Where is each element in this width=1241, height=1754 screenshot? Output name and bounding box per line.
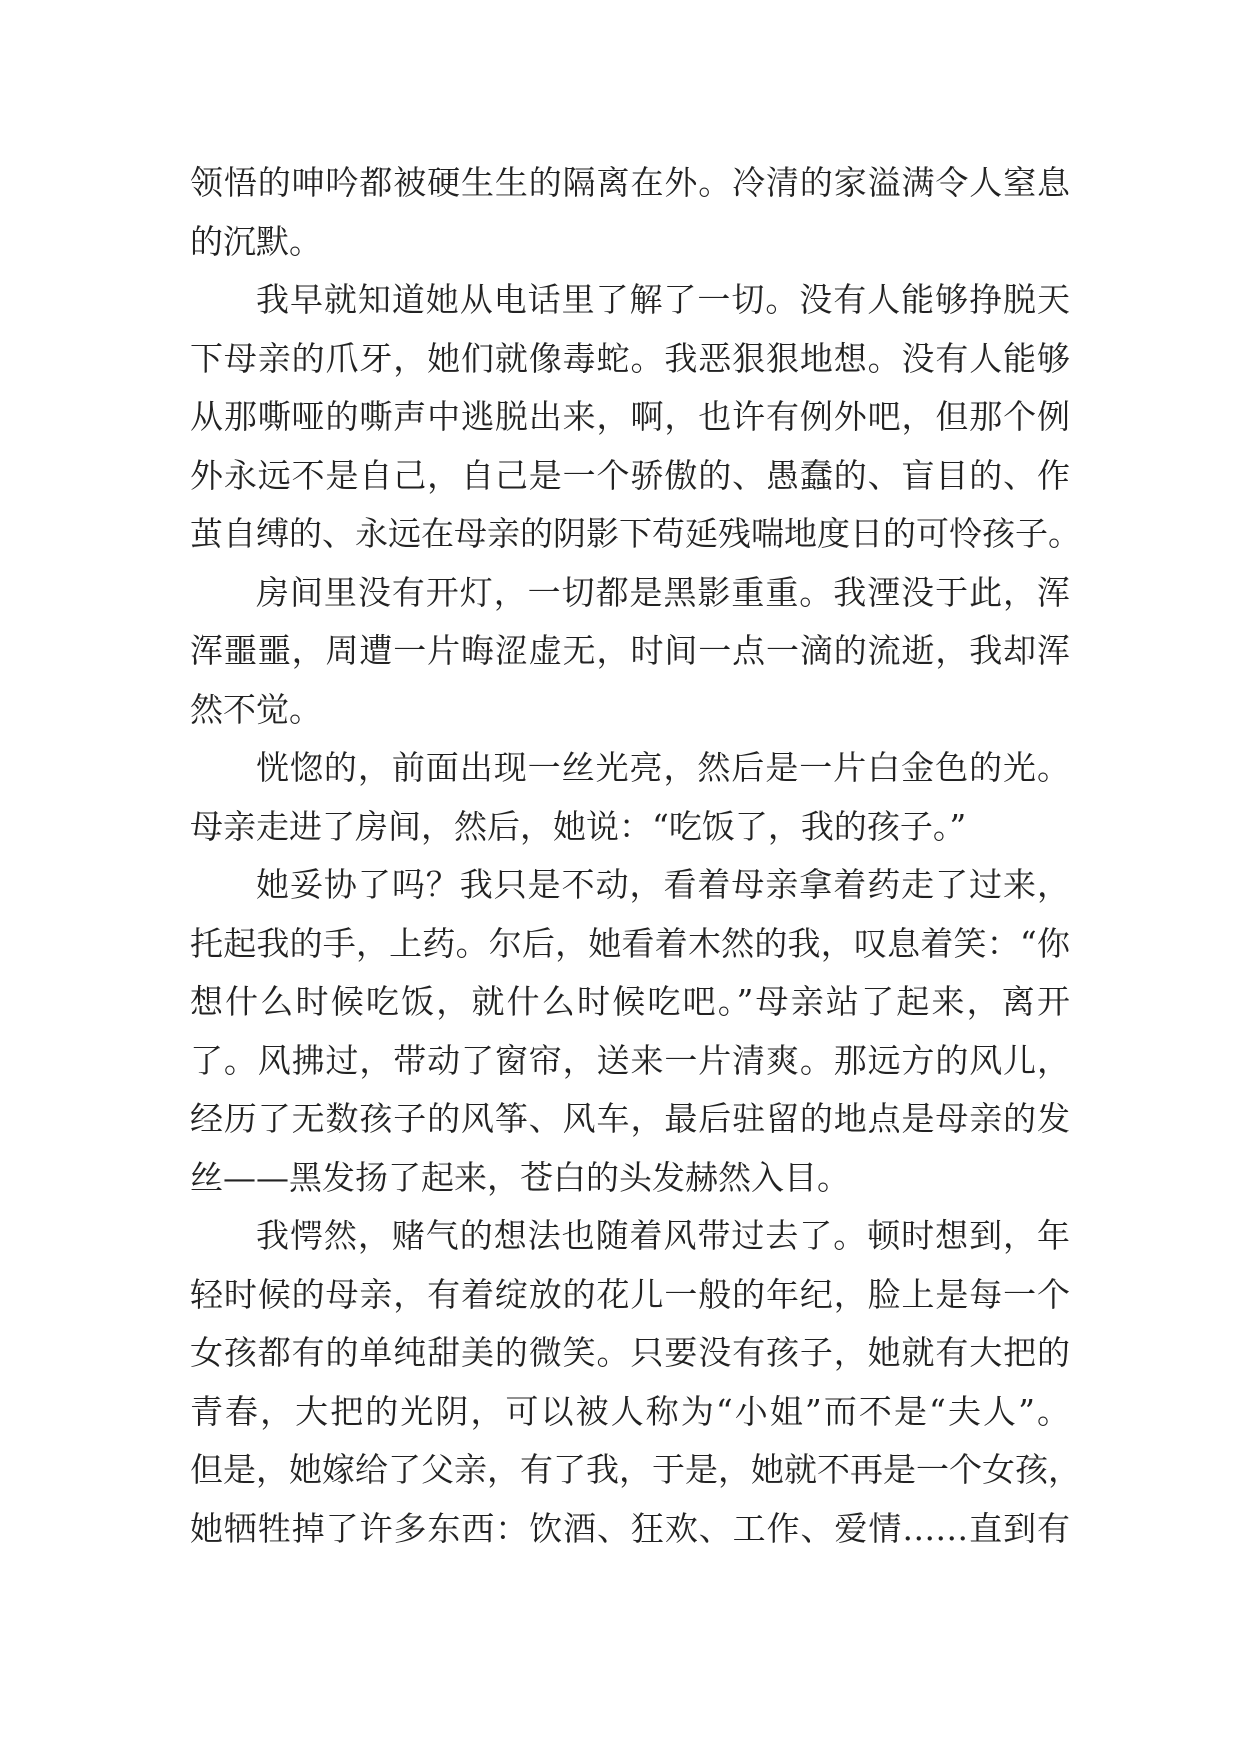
text-line: 的沉默。 (190, 221, 322, 261)
text-line: 房间里没有开灯，一切都是黑影重重。我湮没于此，浑 (256, 572, 1070, 612)
text-line: 从那嘶哑的嘶声中逃脱出来，啊，也许有例外吧，但那个例 (190, 397, 1070, 436)
paragraph (190, 1207, 1081, 1558)
text-line: 恍惚的，前面出现一丝光亮，然后是一片白金色的光。 (256, 748, 1070, 787)
text-line: 下母亲的爪牙，她们就像毒蛇。我恶狠狠地想。没有人能够 (190, 338, 1070, 378)
text-line: 托起我的手，上药。尔后，她看着木然的我，叹息着笑：“你 (190, 923, 1070, 963)
text-line: 她牺牲掉了许多东西：饮酒、狂欢、工作、爱情……直到有 (190, 1508, 1070, 1548)
text-line: 轻时候的母亲，有着绽放的花儿一般的年纪，脸上是每一个 (190, 1274, 1070, 1314)
text-line: 外永远不是自己，自己是一个骄傲的、愚蠢的、盲目的、作 (190, 455, 1070, 495)
text-line: 经历了无数孩子的风筝、风车，最后驻留的地点是母亲的发 (190, 1099, 1070, 1138)
text-line: 我早就知道她从电话里了解了一切。没有人能够挣脱天 (256, 280, 1070, 319)
text-line: 青春，大把的光阴，可以被人称为“小姐”而不是“夫人”。 (190, 1391, 1070, 1431)
document-body (190, 154, 1081, 1558)
text-line: 她妥协了吗？我只是不动，看着母亲拿着药走了过来， (256, 865, 1070, 904)
paragraph (190, 564, 1070, 740)
text-line: 女孩都有的单纯甜美的微笑。只要没有孩子，她就有大把的 (190, 1333, 1070, 1372)
text-line: 想什么时候吃饭，就什么时候吃吧。”母亲站了起来，离开 (190, 982, 1070, 1021)
paragraph (190, 271, 1081, 564)
text-line: 了。风拂过，带动了窗帘，送来一片清爽。那远方的风儿， (190, 1040, 1070, 1080)
text-line: 母亲走进了房间，然后，她说：“吃饭了，我的孩子。” (190, 806, 967, 846)
text-line: 丝——黑发扬了起来，苍白的头发赫然入目。 (190, 1157, 850, 1197)
text-line: 浑噩噩，周遭一片晦涩虚无，时间一点一滴的流逝，我却浑 (190, 631, 1070, 670)
text-line: 我愕然，赌气的想法也随着风带过去了。顿时想到，年 (256, 1216, 1070, 1255)
text-line: 但是，她嫁给了父亲，有了我，于是，她就不再是一个女孩， (190, 1450, 1081, 1489)
text-line: 茧自缚的、永远在母亲的阴影下苟延残喘地度日的可怜孩子。 (190, 514, 1081, 553)
text-line: 然不觉。 (190, 689, 322, 729)
text-line: 领悟的呻吟都被硬生生的隔离在外。冷清的家溢满令人窒息 (190, 163, 1070, 202)
paragraph (190, 739, 1070, 856)
paragraph (190, 856, 1070, 1207)
paragraph-continuation (190, 154, 1070, 271)
